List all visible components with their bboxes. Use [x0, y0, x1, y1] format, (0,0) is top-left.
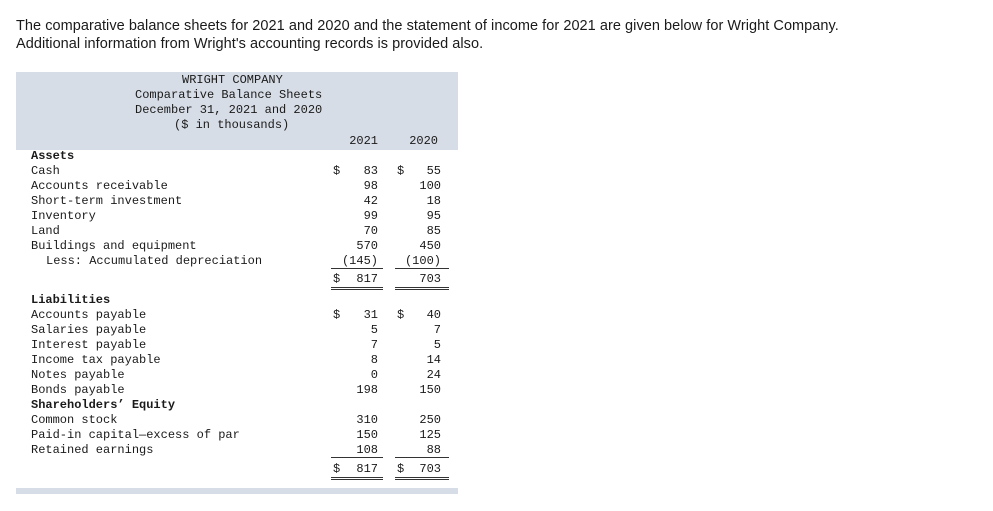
total-liab-equity-2020: 703	[419, 462, 441, 476]
value-2020: 125	[419, 428, 441, 442]
value-2021: 7	[370, 338, 378, 352]
subtotal-rule	[395, 457, 449, 458]
row-label: Land	[31, 224, 60, 238]
year-2021-header: 2021	[349, 134, 378, 148]
row-label: Accounts payable	[31, 308, 147, 322]
dollar-sign: $	[397, 164, 405, 178]
dollar-sign: $	[397, 462, 405, 476]
row-label: Short-term investment	[31, 194, 183, 208]
value-2021: 99	[363, 209, 378, 223]
total-rule	[395, 477, 449, 478]
dollar-sign: $	[333, 308, 341, 322]
value-2021: 198	[356, 383, 378, 397]
intro-text	[16, 17, 976, 53]
value-2020: 95	[426, 209, 441, 223]
value-2020: 55	[426, 164, 441, 178]
total-assets-2020: 703	[419, 272, 441, 286]
total-rule	[331, 287, 383, 288]
value-2021: 108	[356, 443, 378, 457]
row-label: Inventory	[31, 209, 96, 223]
total-rule	[395, 289, 449, 290]
year-2020-header: 2020	[409, 134, 438, 148]
row-label: Common stock	[31, 413, 118, 427]
dollar-sign: $	[333, 462, 341, 476]
value-2021: 42	[363, 194, 378, 208]
value-2020: 5	[433, 338, 441, 352]
total-rule	[331, 479, 383, 480]
assets-heading: Assets	[31, 149, 75, 163]
row-label: Income tax payable	[31, 353, 161, 367]
value-2021: 0	[370, 368, 378, 382]
total-assets-2021: 817	[356, 272, 378, 286]
dollar-sign: $	[333, 272, 341, 286]
row-label: Salaries payable	[31, 323, 147, 337]
value-2020: 85	[426, 224, 441, 238]
value-2020: 250	[419, 413, 441, 427]
row-label: Notes payable	[31, 368, 125, 382]
company-name: WRIGHT COMPANY	[182, 73, 283, 87]
table-footer-band	[16, 488, 458, 494]
subtotal-rule	[331, 457, 383, 458]
value-2020: (100)	[404, 254, 441, 268]
subtotal-rule	[331, 268, 383, 269]
row-label: Interest payable	[31, 338, 147, 352]
value-2021: 5	[370, 323, 378, 337]
row-label: Paid-in capital—excess of par	[31, 428, 240, 442]
dollar-sign: $	[397, 308, 405, 322]
liabilities-heading: Liabilities	[31, 293, 111, 307]
value-2021: 150	[356, 428, 378, 442]
value-2021: 70	[363, 224, 378, 238]
total-rule	[395, 287, 449, 288]
equity-heading: Shareholders’ Equity	[31, 398, 176, 412]
total-liab-equity-2021: 817	[356, 462, 378, 476]
value-2021: (145)	[341, 254, 378, 268]
value-2020: 14	[426, 353, 441, 367]
row-label: Retained earnings	[31, 443, 154, 457]
balance-sheet-table	[16, 72, 458, 494]
sheet-units: ($ in thousands)	[174, 118, 290, 132]
value-2021: 570	[356, 239, 378, 253]
subtotal-rule	[395, 268, 449, 269]
row-label: Accounts receivable	[31, 179, 168, 193]
intro-line-1: The comparative balance sheets for 2021 and 2020 and the statement of income for 2021 are given below for Wright Company.	[16, 18, 839, 34]
intro-line-2: Additional information from Wright's accounting records is provided also.	[16, 36, 484, 52]
value-2020: 24	[426, 368, 441, 382]
total-rule	[395, 479, 449, 480]
value-2020: 18	[426, 194, 441, 208]
value-2020: 100	[419, 179, 441, 193]
dollar-sign: $	[333, 164, 341, 178]
value-2020: 150	[419, 383, 441, 397]
value-2020: 7	[433, 323, 441, 337]
total-rule	[331, 289, 383, 290]
value-2020: 450	[419, 239, 441, 253]
row-label: Buildings and equipment	[31, 239, 197, 253]
value-2021: 310	[356, 413, 378, 427]
value-2021: 8	[370, 353, 378, 367]
value-2021: 31	[363, 308, 378, 322]
sheet-title: Comparative Balance Sheets	[135, 88, 323, 102]
total-rule	[331, 477, 383, 478]
value-2021: 98	[363, 179, 378, 193]
row-label: Less: Accumulated depreciation	[46, 254, 263, 268]
value-2020: 88	[426, 443, 441, 457]
row-label: Cash	[31, 164, 60, 178]
value-2020: 40	[426, 308, 441, 322]
sheet-date: December 31, 2021 and 2020	[135, 103, 323, 117]
row-label: Bonds payable	[31, 383, 125, 397]
value-2021: 83	[363, 164, 378, 178]
